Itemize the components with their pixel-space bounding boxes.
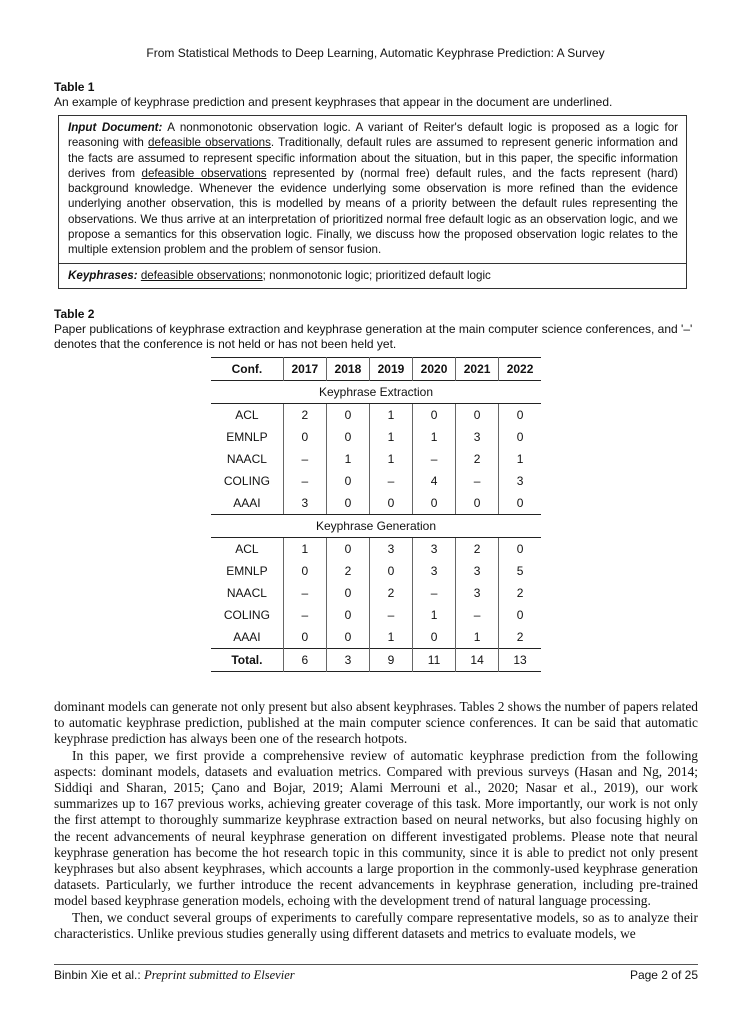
column-header: 2021 xyxy=(456,358,499,381)
table-cell: 0 xyxy=(413,492,456,515)
table1-caption: An example of keyphrase prediction and present keyphrases that appear in the document are underlined. xyxy=(54,95,613,109)
table-row xyxy=(211,560,541,582)
table-cell: – xyxy=(456,604,499,626)
table-cell: 0 xyxy=(369,492,412,515)
conference-name: COLING xyxy=(211,604,283,626)
table-cell: 0 xyxy=(516,542,524,556)
total-row xyxy=(211,649,541,672)
doc-text: A nonmonotonic observation logic. A variant of Reiter's default logic is proposed as a logic for reasoning with xyxy=(68,121,678,150)
table-cell: – xyxy=(456,470,499,492)
table2-caption-block xyxy=(54,307,700,352)
column-header: 2017 xyxy=(283,358,326,381)
table-cell: 2 xyxy=(326,560,369,582)
table-row xyxy=(211,492,541,515)
table-cell: – xyxy=(413,582,456,604)
conference-name: NAACL xyxy=(211,448,283,470)
column-header: 2019 xyxy=(369,358,412,381)
group-title-row xyxy=(211,381,541,404)
table-cell: 1 xyxy=(413,604,456,626)
table-cell: 1 xyxy=(369,626,412,649)
body-paragraph: Then, we conduct several groups of experiments to carefully compare representative models, so as to analyze their characteristics. Unlike previous studies generally using different datasets and metrics to evaluate models, we xyxy=(54,909,698,941)
table-body xyxy=(211,381,541,672)
table-cell: 2 xyxy=(516,586,524,600)
table-cell: – xyxy=(283,448,326,470)
table-cell: 0 xyxy=(326,492,369,515)
table-cell: 1 xyxy=(369,448,412,470)
total-cell: 6 xyxy=(283,649,326,672)
running-head: From Statistical Methods to Deep Learning, Automatic Keyphrase Prediction: A Survey xyxy=(146,46,605,60)
body-paragraph: In this paper, we first provide a comprehensive review of automatic keyphrase prediction from the following aspects: dominant models, datasets and evaluation metrics. Compared with previous surveys (Hasan and Ng, 2014; Siddiqi and Sharan, 2015; Çano and Bojar, 2019; Alami Merrouni et al., 2020; Nasar et al., 2019), our work summarizes up to 167 previous works, achieving greater coverage of this task. More importantly, our work is not only the first attempt to thoroughly summarize keyphrase extraction based on neural networks, but also focusing highly on the recent advancements of neural keyphrase generation on different investigated problems. Please note that neural keyphrase generation has become the hot research topic in this community, since it is able to predict not only present keyphrases but also absent keyphrases, which accounts a large proportion in the commonly-used keyphrase generation datasets. Particularly, we further introduce the recent advancements in keyphrase generation, including pre-trained model based keyphrase generation models, echoing with the development trend of natural language processing. xyxy=(54,747,698,909)
input-document xyxy=(59,116,686,263)
table-cell: 3 xyxy=(456,560,499,582)
table-cell: 1 xyxy=(326,448,369,470)
total-cell: 13 xyxy=(513,653,527,667)
conference-name: AAAI xyxy=(211,492,283,515)
table-cell: 0 xyxy=(516,608,524,622)
table-row xyxy=(211,448,541,470)
table-cell: 1 xyxy=(456,626,499,649)
conference-name: ACL xyxy=(211,538,283,561)
table-cell: 0 xyxy=(283,560,326,582)
present-keyphrase: defeasible observations xyxy=(141,166,267,180)
table-cell: 2 xyxy=(516,630,524,644)
doc-text: represented by (normal free) default rules, and the facts represent (hard) background knowledge. Whenever the evidence underlying some observation is more refined than the evidence underlying another observation, this is modelled by means of a priority between the default rules representing the observations. We thus arrive at an interpretation of prioritized normal free default logic as an observation logic, and we propose a semantics for this observation logic. Finally, we discuss how the proposed observation logic relates to the multiple extension problem and the problem of sensor fusion. xyxy=(68,166,678,257)
body-text xyxy=(54,699,698,942)
table-cell: 3 xyxy=(283,492,326,515)
total-cell: 9 xyxy=(369,649,412,672)
table-cell: 3 xyxy=(456,582,499,604)
table-cell: 1 xyxy=(369,404,412,427)
conference-name: AAAI xyxy=(211,626,283,649)
conference-name: EMNLP xyxy=(211,426,283,448)
conference-name: ACL xyxy=(211,404,283,427)
table-cell: 0 xyxy=(283,626,326,649)
table-cell: 3 xyxy=(413,538,456,561)
table-cell: 0 xyxy=(516,430,524,444)
group-title-row xyxy=(211,515,541,538)
page-number: Page 2 of 25 xyxy=(629,968,698,982)
table-cell: 0 xyxy=(516,408,524,422)
conference-name: COLING xyxy=(211,470,283,492)
footer-authors: Binbin Xie et al.: xyxy=(54,968,141,982)
conference-name: EMNLP xyxy=(211,560,283,582)
table-cell: 3 xyxy=(369,538,412,561)
table-cell: 5 xyxy=(516,564,524,578)
table-row xyxy=(211,470,541,492)
table-cell: 0 xyxy=(326,538,369,561)
table-cell: 0 xyxy=(413,626,456,649)
total-label: Total. xyxy=(211,649,283,672)
table-row xyxy=(211,604,541,626)
group-title: Keyphrase Extraction xyxy=(211,381,541,404)
body-paragraph: dominant models can generate not only present but also absent keyphrases. Tables 2 shows the number of papers related to automatic keyphrase prediction, published at the main computer science conferences. It can be said that automatic keyphrase prediction has always been one of the research hotpots. xyxy=(54,699,698,747)
table-cell: – xyxy=(413,448,456,470)
table-cell: 4 xyxy=(413,470,456,492)
table-cell: 2 xyxy=(456,538,499,561)
present-keyphrase: defeasible observations xyxy=(140,268,263,282)
keyphrases-label: Keyphrases: xyxy=(68,268,138,282)
conference-table xyxy=(211,357,541,672)
table2-caption: Paper publications of keyphrase extraction and keyphrase generation at the main computer science conferences, and '–' denotes that the conference is not held or has not been held yet. xyxy=(54,322,693,351)
table-cell: 0 xyxy=(326,582,369,604)
table1-label: Table 1 xyxy=(54,80,95,94)
table-cell: 0 xyxy=(413,404,456,427)
table-cell: 0 xyxy=(369,560,412,582)
total-cell: 3 xyxy=(326,649,369,672)
keyphrases-row xyxy=(59,263,686,288)
table-cell: 3 xyxy=(413,560,456,582)
table-row xyxy=(211,626,541,649)
table1-example-box xyxy=(58,115,687,289)
table-cell: 2 xyxy=(456,448,499,470)
table-cell: 0 xyxy=(326,626,369,649)
present-keyphrase: defeasible observations xyxy=(148,136,271,150)
table-cell: 0 xyxy=(499,492,541,515)
column-header: 2018 xyxy=(326,358,369,381)
table-cell: 1 xyxy=(369,426,412,448)
footer-left xyxy=(54,968,295,983)
table-cell: 2 xyxy=(283,404,326,427)
table-cell: 0 xyxy=(326,470,369,492)
table-header-row xyxy=(211,358,541,381)
table-cell: 0 xyxy=(326,404,369,427)
column-header: 2020 xyxy=(413,358,456,381)
table-cell: 0 xyxy=(456,492,499,515)
table-cell: 0 xyxy=(326,604,369,626)
table-row xyxy=(211,426,541,448)
table-cell: 1 xyxy=(516,452,524,466)
group-title: Keyphrase Generation xyxy=(211,515,541,538)
table-row xyxy=(211,404,541,427)
table-cell: 1 xyxy=(283,538,326,561)
table-cell: 3 xyxy=(456,426,499,448)
column-header: 2022 xyxy=(506,362,534,376)
table-cell: 3 xyxy=(516,474,524,488)
table-cell: – xyxy=(369,470,412,492)
table-cell: 0 xyxy=(456,404,499,427)
table-cell: – xyxy=(283,582,326,604)
total-cell: 11 xyxy=(413,649,456,672)
column-header: Conf. xyxy=(211,358,283,381)
table-cell: 2 xyxy=(369,582,412,604)
table-cell: – xyxy=(283,470,326,492)
table-cell: 0 xyxy=(283,426,326,448)
table-row xyxy=(211,538,541,561)
footer-venue: Preprint submitted to Elsevier xyxy=(144,968,295,982)
doc-text: . Traditionally, default rules are assumed to represent generic information and the facts are assumed to represent specific information about the situation, but in this paper, the specific information derives from xyxy=(68,136,678,180)
table-cell: – xyxy=(283,604,326,626)
input-document-label: Input Document: xyxy=(68,121,163,134)
table-row xyxy=(211,582,541,604)
conference-name: NAACL xyxy=(211,582,283,604)
table-cell: 0 xyxy=(326,426,369,448)
total-cell: 14 xyxy=(456,649,499,672)
table-cell: 1 xyxy=(413,426,456,448)
table-cell: – xyxy=(369,604,412,626)
table2-label: Table 2 xyxy=(54,307,95,321)
footer-rule xyxy=(54,964,698,965)
table1-caption-block xyxy=(54,80,704,110)
keyphrases-rest: ; nonmonotonic logic; prioritized default logic xyxy=(262,268,491,282)
